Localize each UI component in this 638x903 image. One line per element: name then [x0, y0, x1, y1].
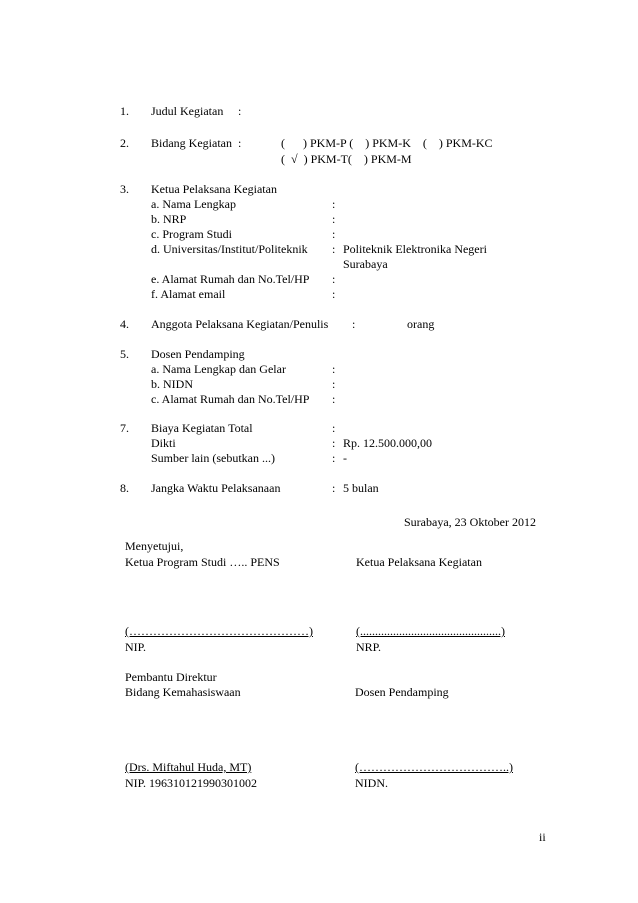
item-5b-label: b. NIDN: [151, 377, 193, 391]
item-2-label: Bidang Kegiatan: [151, 136, 232, 150]
item-8-colon: :: [332, 481, 336, 495]
item-5a-colon: :: [332, 362, 336, 376]
item-3a-label: a. Nama Lengkap: [151, 197, 236, 211]
item-3b-label: b. NRP: [151, 212, 187, 226]
item-7-number: 7.: [120, 421, 129, 435]
item-3d-value-line-2: Surabaya: [343, 257, 388, 271]
item-3c-colon: :: [332, 227, 336, 241]
item-8-label: Jangka Waktu Pelaksanaan: [151, 481, 281, 495]
approval-right-role: Ketua Pelaksana Kegiatan: [356, 555, 482, 569]
item-7-colon: :: [332, 421, 336, 435]
item-3f-label: f. Alamat email: [151, 287, 226, 301]
item-5c-colon: :: [332, 392, 336, 406]
approval2-right-signature-line: (………………………………..): [355, 760, 513, 774]
item-1-number: 1.: [120, 104, 129, 118]
approval2-left-nip: NIP. 196310121990301002: [125, 776, 258, 790]
item-1-colon: :: [238, 104, 242, 118]
approval2-left-signature-name: (Drs. Miftahul Huda, MT): [125, 760, 252, 774]
item-2-options-line-2: ( √ ) PKM-T( ) PKM-M: [281, 152, 412, 166]
item-5-number: 5.: [120, 347, 129, 361]
item-8-number: 8.: [120, 481, 129, 495]
item-5a-label: a. Nama Lengkap dan Gelar: [151, 362, 286, 376]
item-3-label: Ketua Pelaksana Kegiatan: [151, 182, 277, 196]
item-7-dikti-value: Rp. 12.500.000,00: [343, 436, 433, 450]
approval2-left-role-1: Pembantu Direktur: [125, 670, 217, 684]
item-3e-label: e. Alamat Rumah dan No.Tel/HP: [151, 272, 310, 286]
approval2-left-role-2: Bidang Kemahasiswaan: [125, 685, 241, 699]
item-3d-colon: :: [332, 242, 336, 256]
item-3b-colon: :: [332, 212, 336, 226]
approval2-right-nidn: NIDN.: [355, 776, 388, 790]
item-3a-colon: :: [332, 197, 336, 211]
approval-right-signature-line: (...............................................): [356, 624, 505, 638]
item-3d-label: d. Universitas/Institut/Politeknik: [151, 242, 308, 256]
page-number: ii: [539, 830, 546, 844]
item-3c-label: c. Program Studi: [151, 227, 232, 241]
item-4-label: Anggota Pelaksana Kegiatan/Penulis: [151, 317, 329, 331]
item-7-other-colon: :: [332, 451, 336, 465]
item-2-options-line-1: ( ) PKM-P ( ) PKM-K ( ) PKM-KC: [281, 136, 493, 150]
item-3d-value: Politeknik Elektronika Negeri: [343, 242, 487, 256]
approval-left-role: Ketua Program Studi ….. PENS: [125, 555, 280, 569]
item-5c-label: c. Alamat Rumah dan No.Tel/HP: [151, 392, 310, 406]
item-5-label: Dosen Pendamping: [151, 347, 245, 361]
item-7-dikti-colon: :: [332, 436, 336, 450]
item-3e-colon: :: [332, 272, 336, 286]
item-3f-colon: :: [332, 287, 336, 301]
item-3-number: 3.: [120, 182, 129, 196]
approval-heading: Menyetujui,: [125, 539, 184, 553]
item-1-label: Judul Kegiatan: [151, 104, 224, 118]
approval2-right-role: Dosen Pendamping: [355, 685, 449, 699]
item-7-other-value: -: [343, 451, 347, 465]
item-2-colon: :: [238, 136, 242, 150]
item-7-label: Biaya Kegiatan Total: [151, 421, 253, 435]
item-5b-colon: :: [332, 377, 336, 391]
approval-right-nrp: NRP.: [356, 640, 382, 654]
item-7-other-label: Sumber lain (sebutkan ...): [151, 451, 275, 465]
item-4-value: orang: [407, 317, 435, 331]
place-date: Surabaya, 23 Oktober 2012: [404, 515, 536, 529]
item-4-number: 4.: [120, 317, 129, 331]
approval-left-signature-line: (………………………………………): [125, 624, 313, 638]
item-8-value: 5 bulan: [343, 481, 379, 495]
item-7-dikti-label: Dikti: [151, 436, 176, 450]
item-4-colon: :: [352, 317, 356, 331]
item-2-number: 2.: [120, 136, 129, 150]
approval-left-nip: NIP.: [125, 640, 147, 654]
